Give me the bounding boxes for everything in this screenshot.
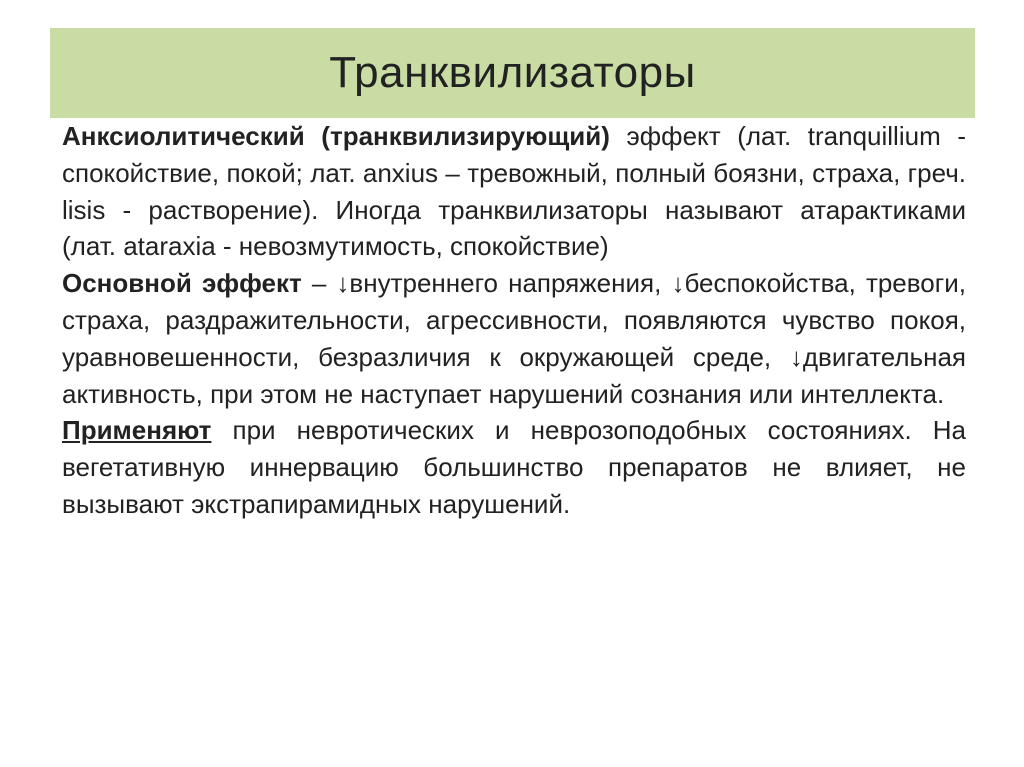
paragraph-anxiolytic: [62, 118, 966, 265]
title-bar: [50, 28, 975, 118]
paragraph-main-effect-text: – ↓внутреннего напряжения, ↓беспокойства, тревоги, страха, раздражительности, агрессивности, появляются чувство покоя, уравновешенности, безразличия к окружающей среде, ↓двигательная активность, при этом не наступает нарушений сознания или интеллекта.: [62, 268, 966, 409]
slide-body: [62, 118, 966, 523]
paragraph-anxiolytic-text: эффект (лат. tranquillium - спокойствие, покой; лат. anxius – тревожный, полный боязни, страха, греч. lisis - растворение). Иногда транквилизаторы называют атарактиками (лат. ataraxia - невозмутимость, спокойствие): [62, 121, 966, 262]
term-usage: [62, 415, 211, 445]
term-anxiolytic: Анксиолитический (транквилизирующий): [62, 121, 610, 151]
slide-title: Транквилизаторы: [329, 48, 696, 97]
paragraph-usage-text: при невротических и неврозоподобных состояниях. На вегетативную иннервацию большинство препаратов не влияет, не вызывают экстрапирамидных нарушений.: [62, 415, 966, 519]
paragraph-main-effect: [62, 265, 966, 412]
paragraph-usage: [62, 412, 966, 522]
term-main-effect: Основной эффект: [62, 268, 302, 299]
term-usage-underlined: Применяют: [62, 415, 212, 446]
